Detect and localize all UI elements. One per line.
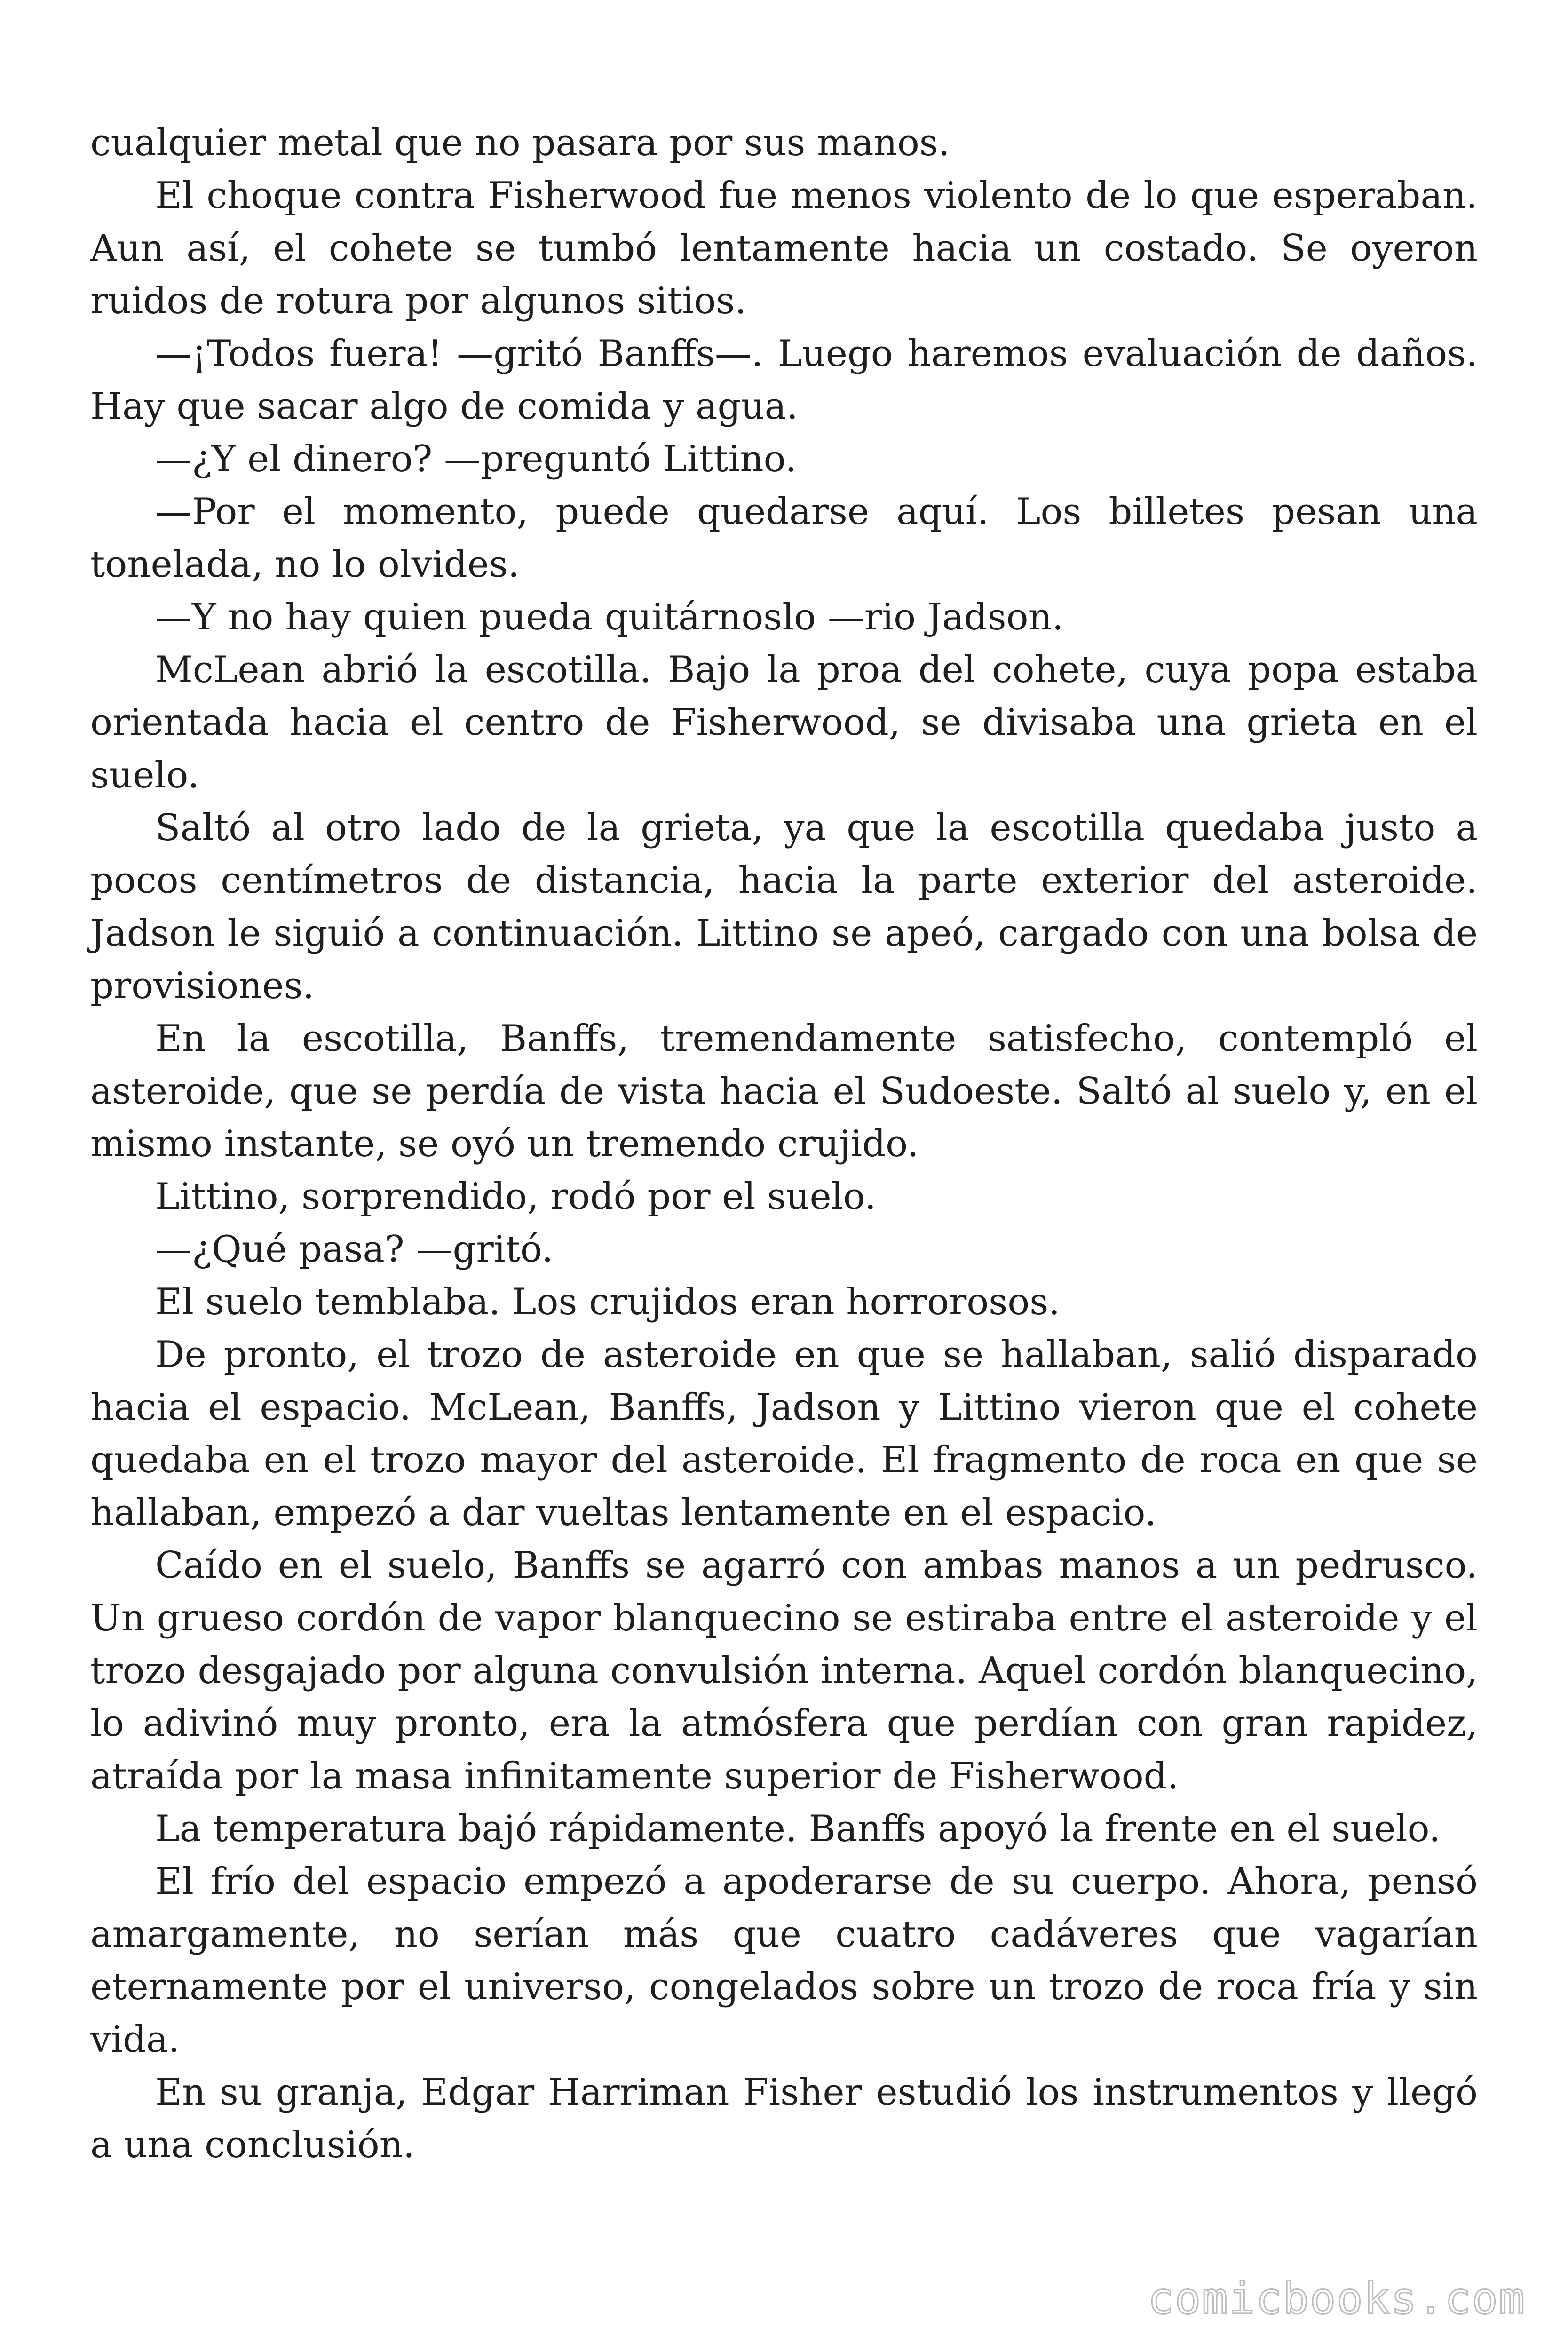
paragraph: De pronto, el trozo de asteroide en que se hallaban, salió disparado hacia el espacio. McLean, Banffs, Jadson y Littino vieron que el cohete quedaba en el trozo mayor del asteroide. El fragmento de roca en que se hallaban, empezó a dar vueltas lentamente en el espacio. xyxy=(90,1334,1478,1534)
watermark: comicbooks.com xyxy=(1148,2273,1526,2324)
paragraph: En su granja, Edgar Harriman Fisher estudió los instrumentos y llegó a una conclusión. xyxy=(90,2071,1478,2166)
paragraph: —Por el momento, puede quedarse aquí. Los billetes pesan una tonelada, no lo olvides. xyxy=(90,491,1478,586)
paragraph: Littino, sorprendido, rodó por el suelo. xyxy=(155,1176,876,1218)
paragraph: —¿Qué pasa? —gritó. xyxy=(155,1228,554,1271)
paragraph: El suelo temblaba. Los crujidos eran horrorosos. xyxy=(155,1281,1061,1323)
paragraph: —¡Todos fuera! —gritó Banffs—. Luego haremos evaluación de daños. Hay que sacar algo de comida y agua. xyxy=(90,333,1478,428)
body-text xyxy=(90,117,1478,2171)
paragraph: En la escotilla, Banffs, tremendamente satisfecho, contempló el asteroide, que se perdía de vista hacia el Sudoeste. Saltó al suelo y, en el mismo instante, se oyó un tremendo crujido. xyxy=(90,1017,1478,1165)
paragraph: McLean abrió la escotilla. Bajo la proa del cohete, cuya popa estaba orientada hacia el centro de Fisherwood, se divisaba una grieta en el suelo. xyxy=(90,649,1478,796)
paragraph: La temperatura bajó rápidamente. Banffs apoyó la frente en el suelo. xyxy=(155,1808,1441,1850)
paragraph: —¿Y el dinero? —preguntó Littino. xyxy=(155,438,797,480)
paragraph: —Y no hay quien pueda quitárnoslo —rio Jadson. xyxy=(155,596,1064,638)
paragraph: El choque contra Fisherwood fue menos violento de lo que esperaban. Aun así, el cohete se tumbó lentamente hacia un costado. Se oyeron ruidos de rotura por algunos sitios. xyxy=(90,175,1478,322)
paragraph: cualquier metal que no pasara por sus manos. xyxy=(90,122,950,164)
paragraph: Saltó al otro lado de la grieta, ya que la escotilla quedaba justo a pocos centímetros de distancia, hacia la parte exterior del asteroide. Jadson le siguió a continuación. Littino se apeó, cargado con una bolsa de provisiones. xyxy=(90,807,1478,1007)
paragraph: Caído en el suelo, Banffs se agarró con ambas manos a un pedrusco. Un grueso cordón de vapor blanquecino se estiraba entre el asteroide y el trozo desgajado por alguna convulsión interna. Aquel cordón blanquecino, lo adivinó muy pronto, era la atmósfera que perdían con gran rapidez, atraída por la masa infinitamente superior de Fisherwood. xyxy=(90,1544,1478,1797)
paragraph: El frío del espacio empezó a apoderarse de su cuerpo. Ahora, pensó amargamente, no serían más que cuatro cadáveres que vagarían eternamente por el universo, congelados sobre un trozo de roca fría y sin vida. xyxy=(90,1860,1478,2061)
